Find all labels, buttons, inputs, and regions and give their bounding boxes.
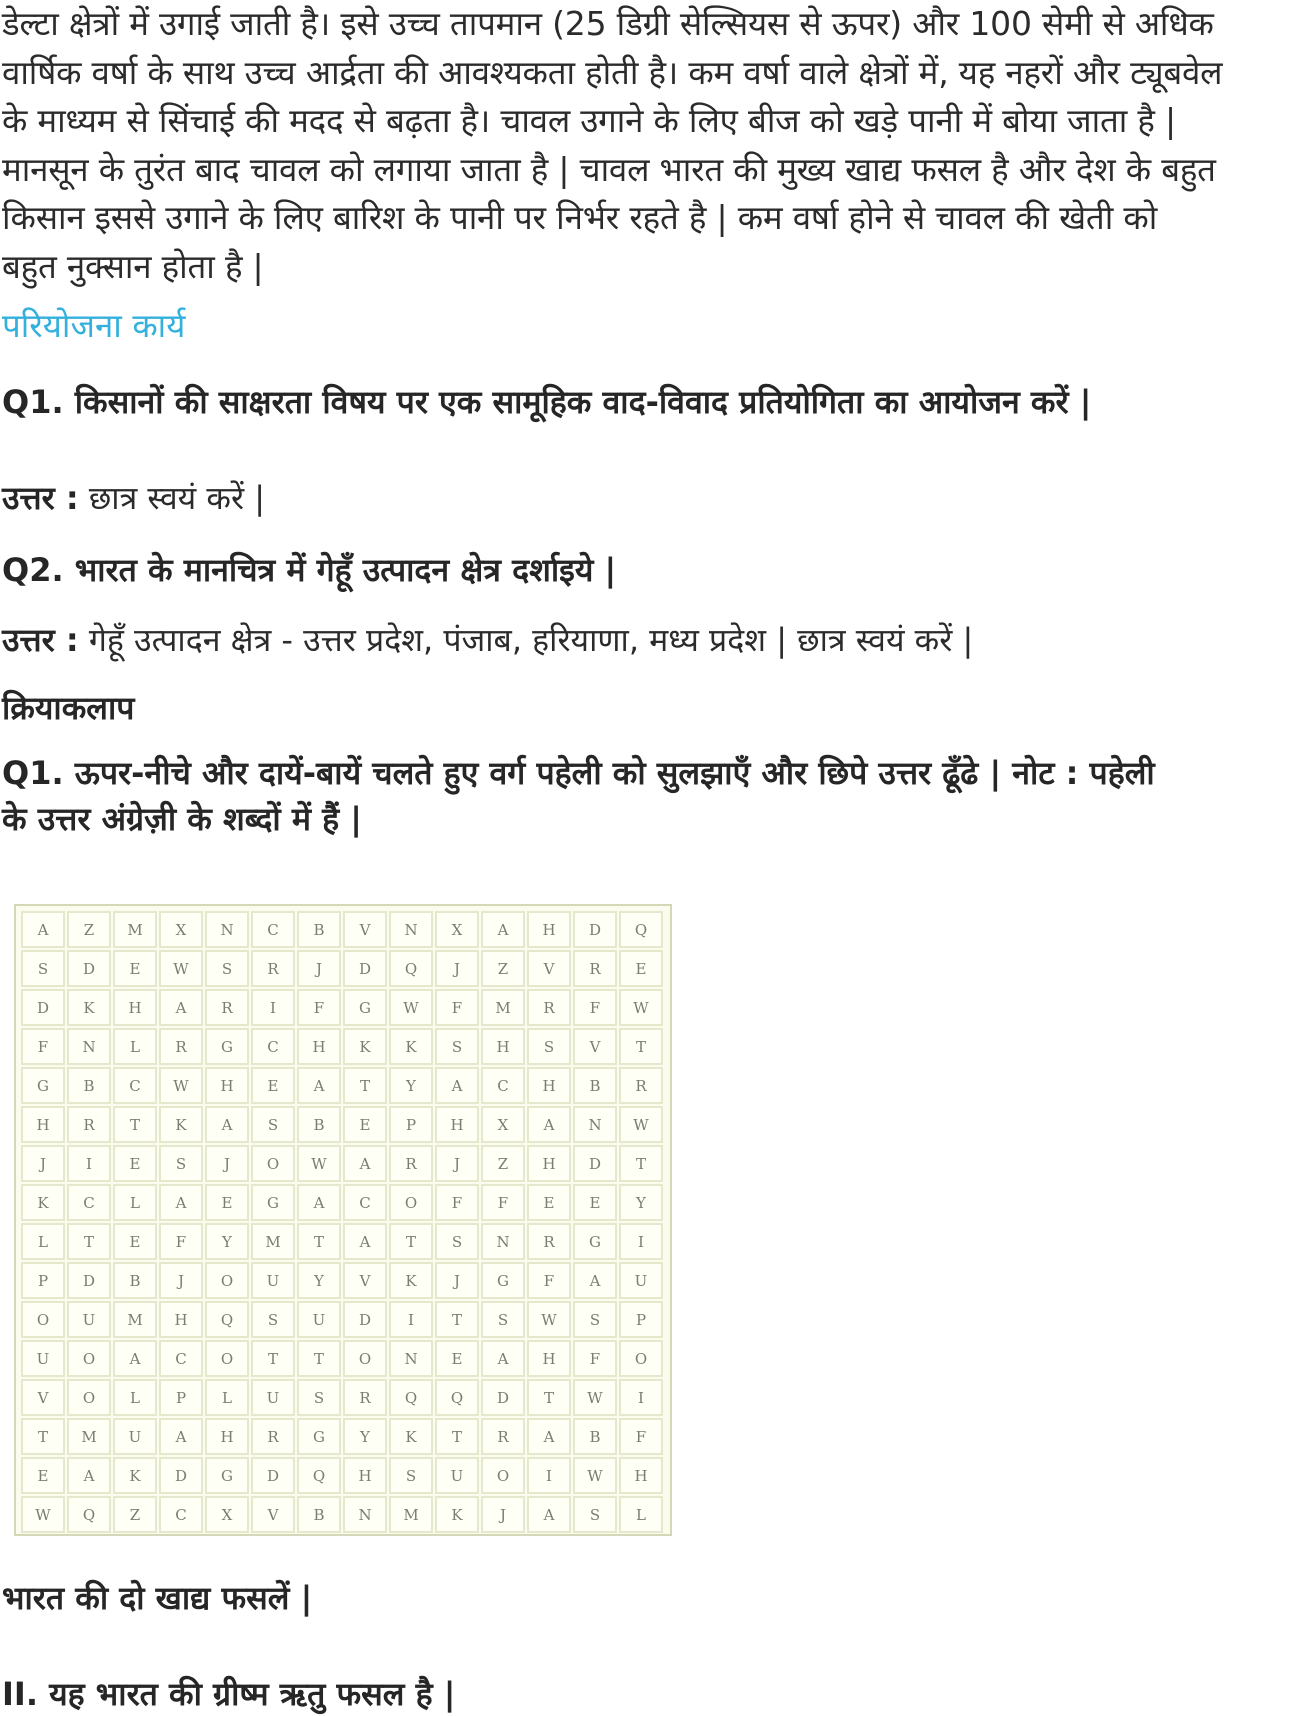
- grid-cell: F: [481, 1184, 525, 1221]
- grid-cell: Q: [205, 1301, 249, 1338]
- question-line: Q1. ऊपर-नीचे और दायें-बायें चलते हुए वर्ग पहेली को सुलझाएँ और छिपे उत्तर ढूँढे | नोट : पहेली: [2, 754, 1155, 792]
- grid-cell: M: [481, 989, 525, 1026]
- grid-cell: O: [21, 1301, 65, 1338]
- grid-cell: G: [21, 1067, 65, 1104]
- grid-cell: Z: [113, 1496, 157, 1533]
- grid-cell: K: [21, 1184, 65, 1221]
- grid-cell: R: [251, 950, 295, 987]
- grid-cell: M: [113, 1301, 157, 1338]
- grid-cell: D: [343, 1301, 387, 1338]
- grid-cell: Q: [297, 1457, 341, 1494]
- grid-cell: I: [389, 1301, 433, 1338]
- grid-cell: B: [573, 1418, 617, 1455]
- grid-cell: S: [205, 950, 249, 987]
- grid-cell: R: [527, 989, 571, 1026]
- grid-cell: R: [159, 1028, 203, 1065]
- grid-cell: Z: [67, 911, 111, 948]
- answer-label: उत्तर :: [2, 621, 79, 659]
- project-answer-1: [2, 476, 265, 519]
- grid-cell: F: [297, 989, 341, 1026]
- grid-cell: E: [619, 950, 663, 987]
- grid-cell: V: [21, 1379, 65, 1416]
- grid-cell: O: [67, 1340, 111, 1377]
- intro-paragraph: [2, 0, 1292, 291]
- project-question-1: Q1. किसानों की साक्षरता विषय पर एक सामूहिक वाद-विवाद प्रतियोगिता का आयोजन करें |: [2, 383, 1092, 421]
- grid-cell: D: [481, 1379, 525, 1416]
- grid-cell: S: [21, 950, 65, 987]
- grid-cell: N: [343, 1496, 387, 1533]
- grid-cell: J: [21, 1145, 65, 1182]
- grid-cell: Y: [297, 1262, 341, 1299]
- grid-cell: W: [573, 1379, 617, 1416]
- grid-cell: O: [481, 1457, 525, 1494]
- grid-cell: D: [573, 1145, 617, 1182]
- grid-cell: G: [297, 1418, 341, 1455]
- grid-cell: K: [389, 1028, 433, 1065]
- grid-cell: G: [343, 989, 387, 1026]
- grid-cell: K: [389, 1418, 433, 1455]
- grid-cell: P: [21, 1262, 65, 1299]
- grid-cell: C: [159, 1496, 203, 1533]
- grid-cell: E: [113, 1223, 157, 1260]
- grid-cell: F: [159, 1223, 203, 1260]
- grid-cell: T: [297, 1340, 341, 1377]
- grid-cell: I: [527, 1457, 571, 1494]
- grid-cell: A: [481, 911, 525, 948]
- project-heading: परियोजना कार्य: [2, 306, 186, 345]
- activity-heading: क्रियाकलाप: [2, 689, 135, 727]
- grid-cell: X: [159, 911, 203, 948]
- grid-cell: H: [21, 1106, 65, 1143]
- grid-cell: J: [205, 1145, 249, 1182]
- grid-cell: O: [389, 1184, 433, 1221]
- grid-cell: T: [619, 1145, 663, 1182]
- grid-cell: W: [159, 950, 203, 987]
- grid-cell: Y: [343, 1418, 387, 1455]
- grid-cell: Q: [389, 1379, 433, 1416]
- grid-cell: A: [113, 1340, 157, 1377]
- grid-cell: A: [343, 1223, 387, 1260]
- grid-cell: F: [435, 989, 479, 1026]
- grid-cell: E: [251, 1067, 295, 1104]
- grid-cell: A: [159, 1418, 203, 1455]
- grid-cell: B: [67, 1067, 111, 1104]
- answer-text: गेहूँ उत्पादन क्षेत्र - उत्तर प्रदेश, पंजाब, हरियाणा, मध्य प्रदेश | छात्र स्वयं करें |: [78, 621, 974, 659]
- grid-cell: A: [527, 1418, 571, 1455]
- grid-cell: I: [619, 1379, 663, 1416]
- grid-cell: H: [113, 989, 157, 1026]
- grid-cell: S: [573, 1301, 617, 1338]
- grid-cell: N: [573, 1106, 617, 1143]
- grid-cell: F: [527, 1262, 571, 1299]
- project-question-2: Q2. भारत के मानचित्र में गेहूँ उत्पादन क्षेत्र दर्शाइये |: [2, 551, 617, 589]
- grid-cell: E: [343, 1106, 387, 1143]
- grid-cell: H: [527, 1340, 571, 1377]
- word-search-grid: [20, 910, 664, 1534]
- grid-cell: H: [481, 1028, 525, 1065]
- grid-cell: U: [619, 1262, 663, 1299]
- grid-cell: S: [159, 1145, 203, 1182]
- grid-cell: A: [573, 1262, 617, 1299]
- grid-cell: G: [251, 1184, 295, 1221]
- grid-cell: W: [619, 1106, 663, 1143]
- grid-cell: P: [389, 1106, 433, 1143]
- grid-cell: O: [205, 1340, 249, 1377]
- grid-cell: F: [619, 1418, 663, 1455]
- grid-cell: G: [205, 1457, 249, 1494]
- grid-cell: H: [619, 1457, 663, 1494]
- paragraph-line: डेल्टा क्षेत्रों में उगाई जाती है। इसे उच्च तापमान (25 डिग्री सेल्सियस से ऊपर) और 100 सेमी से अधिक: [2, 4, 1214, 43]
- grid-cell: O: [251, 1145, 295, 1182]
- grid-cell: J: [297, 950, 341, 987]
- grid-cell: H: [527, 911, 571, 948]
- grid-cell: K: [389, 1262, 433, 1299]
- grid-cell: E: [113, 950, 157, 987]
- grid-cell: K: [113, 1457, 157, 1494]
- grid-cell: U: [251, 1262, 295, 1299]
- grid-cell: W: [573, 1457, 617, 1494]
- grid-cell: B: [113, 1262, 157, 1299]
- grid-cell: J: [481, 1496, 525, 1533]
- grid-cell: S: [435, 1223, 479, 1260]
- word-search-puzzle: [14, 904, 672, 1536]
- grid-cell: A: [343, 1145, 387, 1182]
- grid-cell: O: [67, 1379, 111, 1416]
- project-answer-2: [2, 618, 973, 661]
- grid-cell: X: [205, 1496, 249, 1533]
- grid-cell: D: [343, 950, 387, 987]
- grid-cell: I: [67, 1145, 111, 1182]
- grid-cell: I: [251, 989, 295, 1026]
- grid-cell: M: [251, 1223, 295, 1260]
- grid-cell: H: [205, 1067, 249, 1104]
- grid-cell: S: [573, 1496, 617, 1533]
- grid-cell: T: [297, 1223, 341, 1260]
- grid-cell: T: [67, 1223, 111, 1260]
- grid-cell: C: [251, 911, 295, 948]
- grid-cell: C: [343, 1184, 387, 1221]
- grid-cell: A: [159, 989, 203, 1026]
- grid-cell: V: [251, 1496, 295, 1533]
- grid-cell: C: [67, 1184, 111, 1221]
- grid-cell: R: [343, 1379, 387, 1416]
- grid-cell: H: [205, 1418, 249, 1455]
- grid-cell: P: [619, 1301, 663, 1338]
- grid-cell: B: [297, 1106, 341, 1143]
- grid-cell: N: [389, 1340, 433, 1377]
- grid-cell: R: [205, 989, 249, 1026]
- grid-cell: D: [67, 950, 111, 987]
- grid-cell: T: [113, 1106, 157, 1143]
- grid-cell: R: [251, 1418, 295, 1455]
- grid-cell: D: [159, 1457, 203, 1494]
- activity-question-1: [2, 750, 1155, 842]
- grid-cell: S: [297, 1379, 341, 1416]
- grid-cell: G: [573, 1223, 617, 1260]
- grid-cell: F: [573, 1340, 617, 1377]
- grid-cell: L: [113, 1379, 157, 1416]
- grid-cell: O: [343, 1340, 387, 1377]
- grid-cell: U: [435, 1457, 479, 1494]
- paragraph-line: बहुत नुक्सान होता है |: [2, 246, 264, 286]
- grid-cell: Q: [619, 911, 663, 948]
- grid-cell: C: [113, 1067, 157, 1104]
- grid-cell: H: [159, 1301, 203, 1338]
- grid-cell: N: [67, 1028, 111, 1065]
- grid-cell: H: [435, 1106, 479, 1143]
- grid-cell: H: [343, 1457, 387, 1494]
- grid-cell: J: [159, 1262, 203, 1299]
- grid-cell: O: [619, 1340, 663, 1377]
- grid-cell: D: [251, 1457, 295, 1494]
- grid-cell: J: [435, 950, 479, 987]
- grid-cell: I: [619, 1223, 663, 1260]
- grid-cell: T: [527, 1379, 571, 1416]
- grid-cell: T: [21, 1418, 65, 1455]
- grid-cell: W: [619, 989, 663, 1026]
- grid-cell: A: [527, 1496, 571, 1533]
- grid-cell: D: [67, 1262, 111, 1299]
- grid-cell: W: [297, 1145, 341, 1182]
- paragraph-line: वार्षिक वर्षा के साथ उच्च आर्द्रता की आवश्यकता होती है। कम वर्षा वाले क्षेत्रों में, यह नहरों और ट्यूबवेल: [2, 52, 1223, 92]
- grid-cell: D: [21, 989, 65, 1026]
- grid-cell: X: [481, 1106, 525, 1143]
- grid-cell: O: [205, 1262, 249, 1299]
- sub-question-1: भारत की दो खाद्य फसलें |: [2, 1579, 313, 1617]
- grid-cell: K: [435, 1496, 479, 1533]
- grid-cell: M: [113, 911, 157, 948]
- grid-cell: Y: [619, 1184, 663, 1221]
- grid-cell: F: [573, 989, 617, 1026]
- grid-cell: M: [389, 1496, 433, 1533]
- grid-cell: S: [389, 1457, 433, 1494]
- question-line: के उत्तर अंग्रेज़ी के शब्दों में हैं |: [2, 800, 362, 838]
- grid-cell: L: [619, 1496, 663, 1533]
- grid-cell: W: [527, 1301, 571, 1338]
- grid-cell: A: [21, 911, 65, 948]
- grid-cell: C: [251, 1028, 295, 1065]
- grid-cell: R: [389, 1145, 433, 1182]
- grid-cell: K: [67, 989, 111, 1026]
- grid-cell: Z: [481, 1145, 525, 1182]
- answer-label: उत्तर :: [2, 479, 79, 517]
- grid-cell: L: [21, 1223, 65, 1260]
- grid-cell: U: [113, 1418, 157, 1455]
- grid-cell: T: [343, 1067, 387, 1104]
- grid-cell: S: [527, 1028, 571, 1065]
- grid-cell: H: [297, 1028, 341, 1065]
- grid-cell: B: [297, 911, 341, 948]
- answer-text: छात्र स्वयं करें |: [78, 479, 266, 517]
- grid-cell: D: [573, 911, 617, 948]
- grid-cell: U: [251, 1379, 295, 1416]
- grid-cell: A: [481, 1340, 525, 1377]
- grid-cell: V: [343, 1262, 387, 1299]
- grid-cell: T: [435, 1418, 479, 1455]
- grid-cell: U: [297, 1301, 341, 1338]
- grid-cell: E: [527, 1184, 571, 1221]
- grid-cell: T: [251, 1340, 295, 1377]
- grid-cell: P: [159, 1379, 203, 1416]
- grid-cell: E: [205, 1184, 249, 1221]
- grid-cell: H: [527, 1145, 571, 1182]
- grid-cell: R: [527, 1223, 571, 1260]
- grid-cell: B: [297, 1496, 341, 1533]
- paragraph-line: के माध्यम से सिंचाई की मदद से बढ़ता है। चावल उगाने के लिए बीज को खड़े पानी में बोया जाता है |: [2, 101, 1176, 140]
- grid-cell: E: [573, 1184, 617, 1221]
- sub-question-2: II. यह भारत की ग्रीष्म ऋतु फसल है |: [2, 1675, 456, 1713]
- grid-cell: Q: [389, 950, 433, 987]
- grid-cell: F: [435, 1184, 479, 1221]
- grid-cell: K: [159, 1106, 203, 1143]
- grid-cell: C: [481, 1067, 525, 1104]
- grid-cell: W: [389, 989, 433, 1026]
- grid-cell: Q: [435, 1379, 479, 1416]
- grid-cell: L: [113, 1028, 157, 1065]
- grid-cell: A: [435, 1067, 479, 1104]
- grid-cell: S: [251, 1106, 295, 1143]
- grid-cell: E: [113, 1145, 157, 1182]
- grid-cell: N: [389, 911, 433, 948]
- grid-cell: A: [527, 1106, 571, 1143]
- grid-cell: T: [435, 1301, 479, 1338]
- grid-cell: S: [435, 1028, 479, 1065]
- grid-cell: W: [159, 1067, 203, 1104]
- grid-cell: N: [205, 911, 249, 948]
- grid-cell: Q: [67, 1496, 111, 1533]
- grid-cell: M: [67, 1418, 111, 1455]
- grid-cell: J: [435, 1145, 479, 1182]
- grid-cell: R: [481, 1418, 525, 1455]
- grid-cell: F: [21, 1028, 65, 1065]
- grid-cell: Y: [205, 1223, 249, 1260]
- grid-cell: A: [205, 1106, 249, 1143]
- grid-cell: U: [21, 1340, 65, 1377]
- grid-cell: A: [67, 1457, 111, 1494]
- grid-cell: T: [619, 1028, 663, 1065]
- grid-cell: N: [481, 1223, 525, 1260]
- grid-cell: V: [343, 911, 387, 948]
- grid-cell: R: [573, 950, 617, 987]
- grid-cell: E: [435, 1340, 479, 1377]
- grid-cell: R: [619, 1067, 663, 1104]
- grid-cell: S: [251, 1301, 295, 1338]
- grid-cell: G: [205, 1028, 249, 1065]
- grid-cell: X: [435, 911, 479, 948]
- grid-cell: E: [21, 1457, 65, 1494]
- grid-cell: A: [159, 1184, 203, 1221]
- grid-cell: J: [435, 1262, 479, 1299]
- grid-cell: K: [343, 1028, 387, 1065]
- grid-cell: T: [389, 1223, 433, 1260]
- grid-cell: L: [113, 1184, 157, 1221]
- grid-cell: Z: [481, 950, 525, 987]
- grid-cell: V: [527, 950, 571, 987]
- grid-cell: A: [297, 1067, 341, 1104]
- grid-cell: U: [67, 1301, 111, 1338]
- paragraph-line: किसान इससे उगाने के लिए बारिश के पानी पर निर्भर रहते है | कम वर्षा होने से चावल की खेती को: [2, 198, 1158, 237]
- grid-cell: V: [573, 1028, 617, 1065]
- grid-cell: W: [21, 1496, 65, 1533]
- grid-cell: S: [481, 1301, 525, 1338]
- grid-cell: C: [159, 1340, 203, 1377]
- grid-cell: H: [527, 1067, 571, 1104]
- grid-cell: L: [205, 1379, 249, 1416]
- grid-cell: B: [573, 1067, 617, 1104]
- grid-cell: G: [481, 1262, 525, 1299]
- grid-cell: A: [297, 1184, 341, 1221]
- grid-cell: Y: [389, 1067, 433, 1104]
- grid-cell: R: [67, 1106, 111, 1143]
- paragraph-line: मानसून के तुरंत बाद चावल को लगाया जाता है | चावल भारत की मुख्य खाद्य फसल है और देश के बहुत: [2, 149, 1216, 189]
